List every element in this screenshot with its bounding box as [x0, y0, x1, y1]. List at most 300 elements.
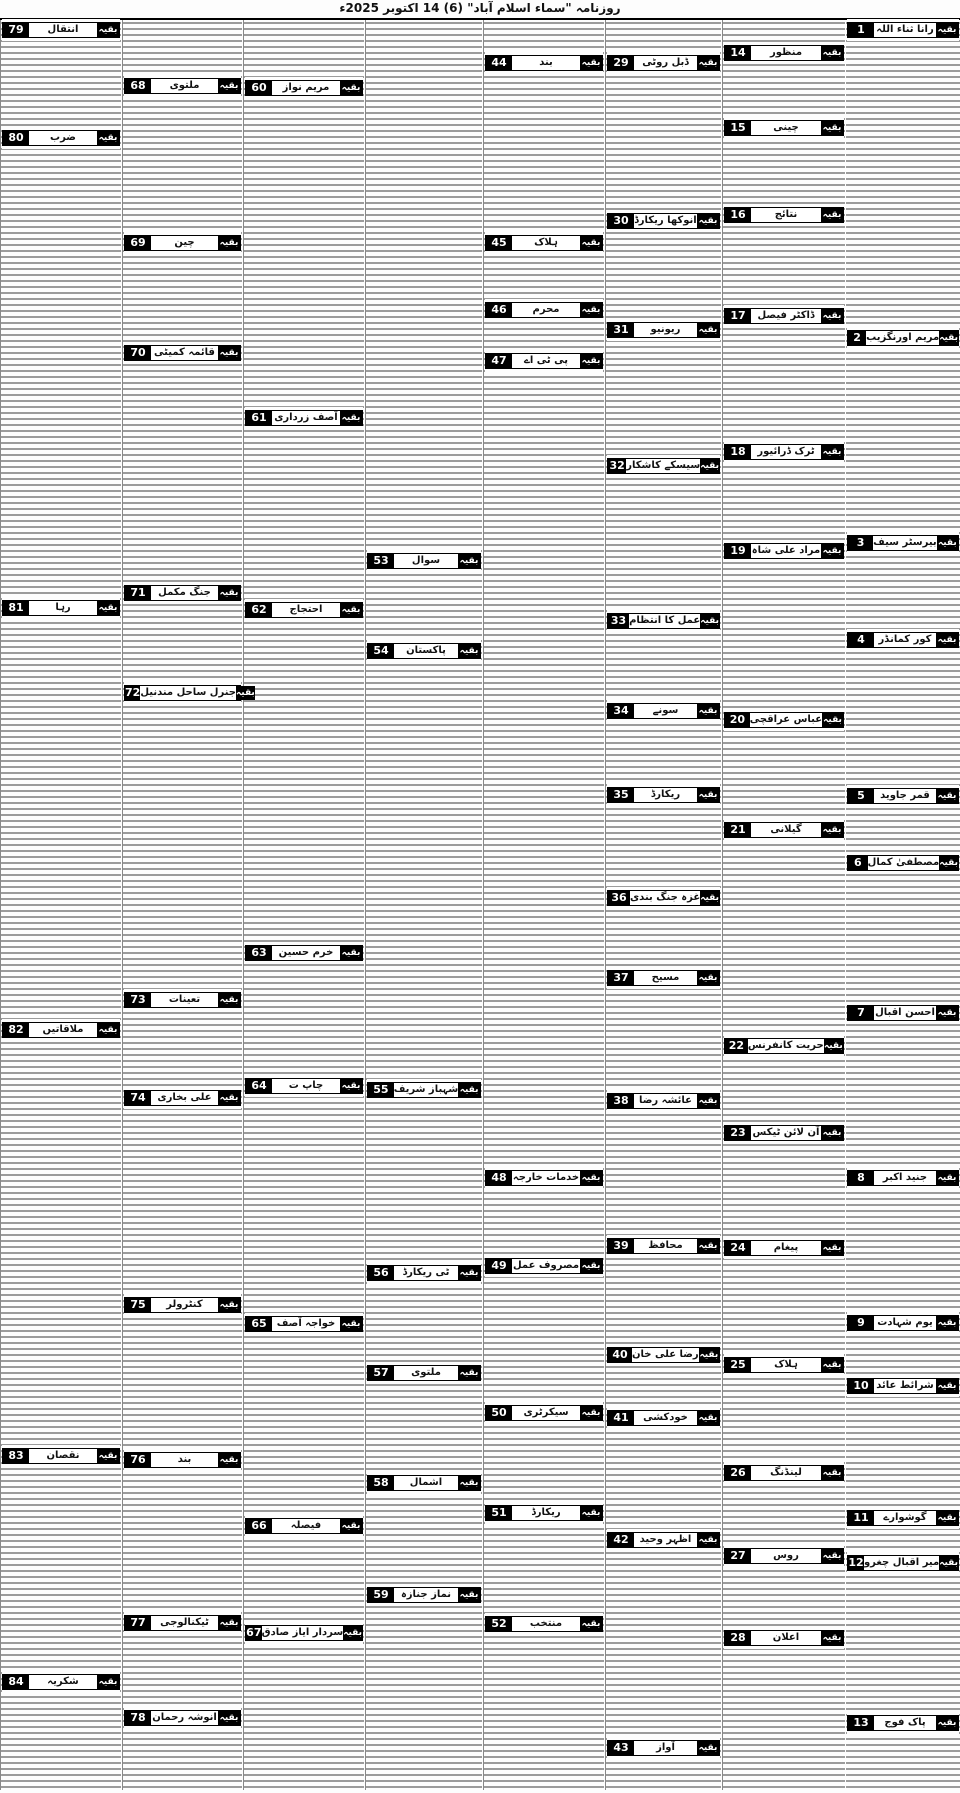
- continued-tag: بقیہ: [698, 706, 718, 716]
- story-title: ریکارڈ: [650, 789, 681, 800]
- story-title: سردار ایاز صادق: [261, 1627, 344, 1638]
- story-title: عائشہ رضا: [638, 1095, 693, 1106]
- story-number: 60: [246, 81, 272, 95]
- continued-tag: بقیہ: [937, 1008, 957, 1018]
- continued-tag: بقیہ: [939, 333, 958, 343]
- story-title: مصطفیٰ کمال: [867, 857, 940, 868]
- story-header: [485, 1505, 603, 1521]
- story-number: 65: [246, 1317, 272, 1331]
- continued-tag: بقیہ: [581, 1173, 601, 1183]
- story-header: [245, 1518, 363, 1534]
- story-header: [847, 1005, 959, 1021]
- story-number: 28: [725, 1631, 751, 1645]
- continued-tag: بقیہ: [700, 893, 719, 903]
- story-header: [724, 207, 844, 223]
- text-column: [605, 20, 721, 1790]
- story-header: [485, 1258, 603, 1274]
- continued-tag: بقیہ: [341, 1319, 361, 1329]
- story-number: 10: [848, 1379, 874, 1393]
- story-number: 57: [368, 1366, 394, 1380]
- continued-tag: بقیہ: [98, 1451, 118, 1461]
- story-header: [607, 1410, 720, 1426]
- story-header: [485, 1405, 603, 1421]
- story-header: [607, 1238, 720, 1254]
- story-title: چینی: [773, 122, 799, 133]
- column-body-text: [123, 20, 242, 1790]
- continued-tag: بقیہ: [698, 216, 718, 226]
- story-number: 18: [725, 445, 751, 459]
- continued-tag: بقیہ: [219, 348, 239, 358]
- story-number: 5: [848, 789, 874, 803]
- continued-tag: بقیہ: [937, 1318, 957, 1328]
- story-title: آصف زرداری: [274, 412, 338, 423]
- story-header: [607, 613, 720, 629]
- text-column: [243, 20, 364, 1790]
- story-number: 44: [486, 56, 512, 70]
- story-title: شرائط عائد: [876, 1380, 934, 1391]
- story-number: 37: [608, 971, 634, 985]
- story-title: شہباز شریف: [393, 1084, 459, 1095]
- story-title: فیصلہ: [290, 1520, 322, 1531]
- continued-tag: بقیہ: [698, 1241, 718, 1251]
- story-header: [847, 1555, 959, 1571]
- story-number: 30: [608, 214, 634, 228]
- continued-tag: بقیہ: [459, 1268, 479, 1278]
- continued-tag: بقیہ: [939, 1558, 958, 1568]
- story-header: [245, 1078, 363, 1094]
- story-header: [367, 1475, 481, 1491]
- continued-tag: بقیہ: [822, 546, 842, 556]
- story-title: مریم نواز: [282, 82, 330, 93]
- story-title: رضا علی خان: [632, 1349, 699, 1360]
- continued-tag: بقیہ: [219, 1455, 239, 1465]
- story-header: [2, 1674, 120, 1690]
- continued-tag: بقیہ: [822, 210, 842, 220]
- story-header: [245, 1316, 363, 1332]
- story-title: بند: [177, 1454, 192, 1465]
- story-title: اشمال: [409, 1477, 443, 1488]
- story-title: جنرل ساحل مندنیل: [140, 687, 236, 698]
- story-header: [724, 822, 844, 838]
- story-number: 50: [486, 1406, 512, 1420]
- continued-tag: بقیہ: [581, 356, 601, 366]
- continued-tag: بقیہ: [219, 995, 239, 1005]
- continued-tag: بقیہ: [823, 1041, 843, 1051]
- continued-tag: بقیہ: [698, 973, 718, 983]
- story-title: عباس عراقچی: [749, 714, 823, 725]
- continued-tag: بقیہ: [939, 858, 958, 868]
- story-title: ڈبل روٹی: [642, 57, 689, 68]
- story-header: [124, 992, 241, 1008]
- story-header: [2, 1022, 120, 1038]
- continued-tag: بقیہ: [98, 25, 118, 35]
- story-header: [847, 855, 959, 871]
- story-header: [245, 602, 363, 618]
- story-header: [724, 1465, 844, 1481]
- story-title: سونے: [652, 705, 679, 716]
- story-number: 9: [848, 1316, 874, 1330]
- story-title: پیغام: [773, 1242, 799, 1253]
- story-title: سیکرٹری: [523, 1407, 569, 1418]
- story-title: آواز: [656, 1742, 675, 1753]
- story-number: 20: [725, 713, 750, 727]
- story-header: [367, 1265, 481, 1281]
- story-title: انوشہ رحمان: [152, 1712, 217, 1723]
- story-number: 40: [608, 1348, 632, 1362]
- story-title: ٹرک ڈرائیور: [757, 446, 815, 457]
- story-title: گیلانی: [770, 824, 802, 835]
- continued-tag: بقیہ: [219, 81, 239, 91]
- continued-tag: بقیہ: [822, 1633, 842, 1643]
- story-title: ملتوی: [411, 1367, 441, 1378]
- story-number: 7: [848, 1006, 874, 1020]
- story-header: [607, 213, 720, 229]
- story-title: ہلاک: [534, 237, 558, 248]
- story-number: 48: [486, 1171, 512, 1185]
- story-header: [607, 1347, 720, 1363]
- continued-tag: بقیہ: [219, 1093, 239, 1103]
- story-header: [724, 45, 844, 61]
- story-number: 42: [608, 1533, 634, 1547]
- story-title: انوکھا ریکارڈ: [634, 215, 697, 226]
- continued-tag: بقیہ: [937, 1718, 957, 1728]
- story-number: 82: [3, 1023, 29, 1037]
- story-title: قمر جاوید: [880, 790, 930, 801]
- story-number: 67: [246, 1626, 262, 1639]
- story-header: [124, 1615, 241, 1631]
- continued-tag: بقیہ: [219, 1618, 239, 1628]
- continued-tag: بقیہ: [459, 646, 479, 656]
- story-title: حریت کانفرنس: [747, 1040, 824, 1051]
- story-header: [485, 1616, 603, 1632]
- story-number: 52: [486, 1617, 512, 1631]
- story-title: رانا ثناء اللہ: [876, 24, 934, 35]
- continued-tag: بقیہ: [822, 1360, 842, 1370]
- continued-tag: بقیہ: [698, 1096, 718, 1106]
- story-header: [847, 1510, 959, 1526]
- story-header: [847, 1170, 959, 1186]
- story-number: 22: [725, 1039, 748, 1053]
- story-number: 43: [608, 1741, 634, 1755]
- story-header: [724, 1630, 844, 1646]
- story-header: [124, 585, 241, 601]
- story-number: 76: [125, 1453, 151, 1467]
- story-title: مصروف عمل: [512, 1260, 580, 1271]
- continued-tag: بقیہ: [581, 1408, 601, 1418]
- continued-tag: بقیہ: [822, 48, 842, 58]
- story-header: [847, 1315, 959, 1331]
- continued-tag: بقیہ: [459, 1085, 479, 1095]
- continued-tag: بقیہ: [341, 605, 361, 615]
- story-header: [607, 322, 720, 338]
- story-header: [724, 1038, 844, 1054]
- continued-tag: بقیہ: [219, 588, 239, 598]
- story-title: بند: [539, 57, 553, 68]
- continued-tag: بقیہ: [581, 238, 601, 248]
- story-title: انتقال: [47, 24, 79, 35]
- story-title: ملاقاتیں: [42, 1024, 84, 1035]
- story-header: [367, 1365, 481, 1381]
- story-number: 61: [246, 411, 272, 425]
- story-title: ملتوی: [169, 80, 200, 91]
- story-header: [124, 235, 241, 251]
- story-number: 41: [608, 1411, 634, 1425]
- story-title: اعلان: [772, 1632, 800, 1643]
- story-header: [367, 643, 481, 659]
- column-body-text: [484, 20, 604, 1790]
- story-header: [724, 444, 844, 460]
- story-header: [124, 345, 241, 361]
- story-header: [724, 712, 844, 728]
- story-number: 55: [368, 1083, 394, 1097]
- story-number: 4: [848, 633, 874, 647]
- story-number: 70: [125, 346, 151, 360]
- continued-tag: بقیہ: [343, 1628, 362, 1638]
- story-title: لینڈنگ: [770, 1467, 802, 1478]
- continued-tag: بقیہ: [341, 1521, 361, 1531]
- continued-tag: بقیہ: [937, 25, 957, 35]
- continued-tag: بقیہ: [341, 1081, 361, 1091]
- continued-tag: بقیہ: [822, 311, 842, 321]
- continued-tag: بقیہ: [937, 635, 957, 645]
- story-title: مراد علی شاہ: [751, 545, 821, 556]
- story-number: 49: [486, 1259, 512, 1273]
- continued-tag: بقیہ: [937, 791, 957, 801]
- story-header: [485, 302, 603, 318]
- story-title: ہلاک: [774, 1359, 798, 1370]
- story-title: نقصان: [46, 1450, 80, 1461]
- story-header: [485, 1170, 603, 1186]
- story-title: قائمہ کمیٹی: [154, 347, 215, 358]
- story-title: محافظ: [648, 1240, 683, 1251]
- story-header: [2, 1448, 120, 1464]
- story-number: 1: [848, 23, 874, 37]
- story-number: 68: [125, 79, 151, 93]
- column-body-text: [723, 20, 845, 1790]
- story-number: 29: [608, 56, 634, 70]
- text-column: [0, 20, 121, 1790]
- continued-tag: بقیہ: [937, 1381, 957, 1391]
- story-header: [607, 55, 720, 71]
- continued-tag: بقیہ: [823, 715, 842, 725]
- continued-tag: بقیہ: [822, 1468, 842, 1478]
- story-number: 17: [725, 309, 751, 323]
- story-number: 69: [125, 236, 151, 250]
- story-number: 64: [246, 1079, 272, 1093]
- story-header: [245, 945, 363, 961]
- story-number: 75: [125, 1298, 151, 1312]
- story-number: 63: [246, 946, 272, 960]
- story-title: چاپ ت: [288, 1080, 324, 1091]
- story-number: 46: [486, 303, 512, 317]
- story-number: 79: [3, 23, 29, 37]
- story-header: [607, 458, 720, 474]
- story-number: 34: [608, 704, 634, 718]
- continued-tag: بقیہ: [236, 688, 255, 698]
- story-title: بیرسٹر سیف: [873, 537, 937, 548]
- story-number: 83: [3, 1449, 29, 1463]
- continued-tag: بقیہ: [937, 538, 957, 548]
- story-number: 53: [368, 554, 394, 568]
- story-number: 33: [608, 614, 629, 628]
- story-number: 31: [608, 323, 634, 337]
- text-column: [846, 20, 960, 1790]
- story-number: 13: [848, 1716, 874, 1730]
- story-number: 2: [848, 331, 866, 345]
- story-number: 27: [725, 1549, 751, 1563]
- story-header: [485, 353, 603, 369]
- story-number: 62: [246, 603, 272, 617]
- story-header: [847, 1715, 959, 1731]
- story-title: غزہ جنگ بندی: [630, 892, 701, 903]
- masthead: روزنامہ "سماء اسلام آباد" (6) 14 اکتوبر 2025ء: [0, 0, 960, 20]
- story-number: 12: [848, 1556, 864, 1569]
- story-header: [847, 535, 959, 551]
- story-header: [245, 410, 363, 426]
- continued-tag: بقیہ: [698, 58, 718, 68]
- story-header: [367, 1587, 481, 1603]
- story-number: 35: [608, 788, 634, 802]
- story-header: [124, 1297, 241, 1313]
- story-number: 11: [848, 1511, 874, 1525]
- continued-tag: بقیہ: [219, 238, 239, 248]
- story-header: [724, 1357, 844, 1373]
- story-title: نتائج: [774, 209, 798, 220]
- story-title: آن لائن ٹیکس: [752, 1127, 820, 1138]
- continued-tag: بقیہ: [98, 1025, 118, 1035]
- story-title: جنگ مکمل: [158, 587, 211, 598]
- story-number: 72: [125, 686, 141, 699]
- story-header: [847, 788, 959, 804]
- continued-tag: بقیہ: [937, 1513, 957, 1523]
- story-header: [124, 1710, 241, 1726]
- text-column: [483, 20, 604, 1790]
- story-number: 23: [725, 1126, 751, 1140]
- continued-tag: بقیہ: [822, 123, 842, 133]
- story-number: 38: [608, 1094, 634, 1108]
- story-header: [607, 703, 720, 719]
- continued-tag: بقیہ: [700, 461, 719, 471]
- story-header: [724, 1125, 844, 1141]
- story-title: مریم اورنگزیب: [866, 332, 940, 343]
- story-number: 6: [848, 856, 868, 870]
- story-header: [2, 600, 120, 616]
- story-title: اظہر وحید: [639, 1534, 692, 1545]
- story-title: خدمات خارجہ: [512, 1172, 580, 1183]
- story-number: 51: [486, 1506, 512, 1520]
- story-header: [847, 330, 959, 346]
- continued-tag: بقیہ: [698, 1413, 718, 1423]
- column-body-text: [1, 20, 121, 1790]
- story-number: 3: [848, 536, 873, 550]
- story-header: [724, 1240, 844, 1256]
- story-title: خرم حسین: [278, 947, 334, 958]
- story-header: [367, 1082, 481, 1098]
- continued-tag: بقیہ: [98, 133, 118, 143]
- story-title: چین: [174, 237, 195, 248]
- continued-tag: بقیہ: [459, 1368, 479, 1378]
- story-number: 47: [486, 354, 512, 368]
- story-number: 80: [3, 131, 29, 145]
- story-header: [2, 22, 120, 38]
- story-header: [245, 1625, 363, 1641]
- story-title: ڈاکٹر فیصل: [757, 310, 815, 321]
- story-title: ضرب: [50, 132, 76, 143]
- story-number: 73: [125, 993, 151, 1007]
- story-number: 56: [368, 1266, 394, 1280]
- story-header: [367, 553, 481, 569]
- story-title: جنید اکبر: [882, 1172, 928, 1183]
- story-title: احسن اقبال: [875, 1007, 935, 1018]
- continued-tag: بقیہ: [98, 603, 118, 613]
- story-header: [724, 120, 844, 136]
- story-number: 77: [125, 1616, 151, 1630]
- story-title: تعینات: [168, 994, 201, 1005]
- story-number: 26: [725, 1466, 751, 1480]
- continued-tag: بقیہ: [341, 83, 361, 93]
- continued-tag: بقیہ: [219, 1713, 239, 1723]
- story-title: ریونیو: [650, 324, 681, 335]
- story-number: 32: [609, 459, 625, 472]
- story-title: خودکشی: [643, 1412, 688, 1423]
- story-title: میر اقبال چغرو: [863, 1557, 940, 1568]
- story-title: ٹیکنالوجی: [160, 1617, 209, 1628]
- story-number: 59: [368, 1588, 394, 1602]
- story-header: [724, 1548, 844, 1564]
- story-title: پی ٹی اے: [524, 355, 568, 366]
- story-title: سوال: [411, 555, 441, 566]
- story-header: [124, 78, 241, 94]
- continued-tag: بقیہ: [459, 1478, 479, 1488]
- continued-tag: بقیہ: [581, 1261, 601, 1271]
- continued-tag: بقیہ: [459, 556, 479, 566]
- story-header: [124, 685, 255, 701]
- story-title: سیسکے کاشکار: [626, 460, 701, 471]
- story-header: [847, 22, 959, 38]
- story-number: 71: [125, 586, 151, 600]
- story-title: احتجاج: [289, 604, 323, 615]
- story-header: [245, 80, 363, 96]
- continued-tag: بقیہ: [341, 948, 361, 958]
- story-header: [607, 1093, 720, 1109]
- continued-tag: بقیہ: [822, 825, 842, 835]
- continued-tag: بقیہ: [822, 1551, 842, 1561]
- story-header: [607, 787, 720, 803]
- story-number: 81: [3, 601, 29, 615]
- column-body-text: [366, 20, 482, 1790]
- continued-tag: بقیہ: [581, 58, 601, 68]
- story-header: [847, 1378, 959, 1394]
- continued-tag: بقیہ: [98, 1677, 118, 1687]
- story-header: [485, 235, 603, 251]
- story-number: 8: [848, 1171, 874, 1185]
- story-title: روس: [773, 1550, 799, 1561]
- story-number: 16: [725, 208, 751, 222]
- continued-tag: بقیہ: [581, 1619, 601, 1629]
- story-title: رہا: [55, 602, 71, 613]
- continued-tag: بقیہ: [822, 1243, 842, 1253]
- story-title: منظور: [769, 47, 803, 58]
- story-number: 39: [608, 1239, 634, 1253]
- continued-tag: بقیہ: [698, 790, 718, 800]
- story-header: [607, 1532, 720, 1548]
- story-title: گوشوارے: [883, 1512, 927, 1523]
- story-number: 14: [725, 46, 751, 60]
- story-header: [724, 543, 844, 559]
- continued-tag: بقیہ: [341, 413, 361, 423]
- text-column: [722, 20, 845, 1790]
- story-number: 54: [368, 644, 394, 658]
